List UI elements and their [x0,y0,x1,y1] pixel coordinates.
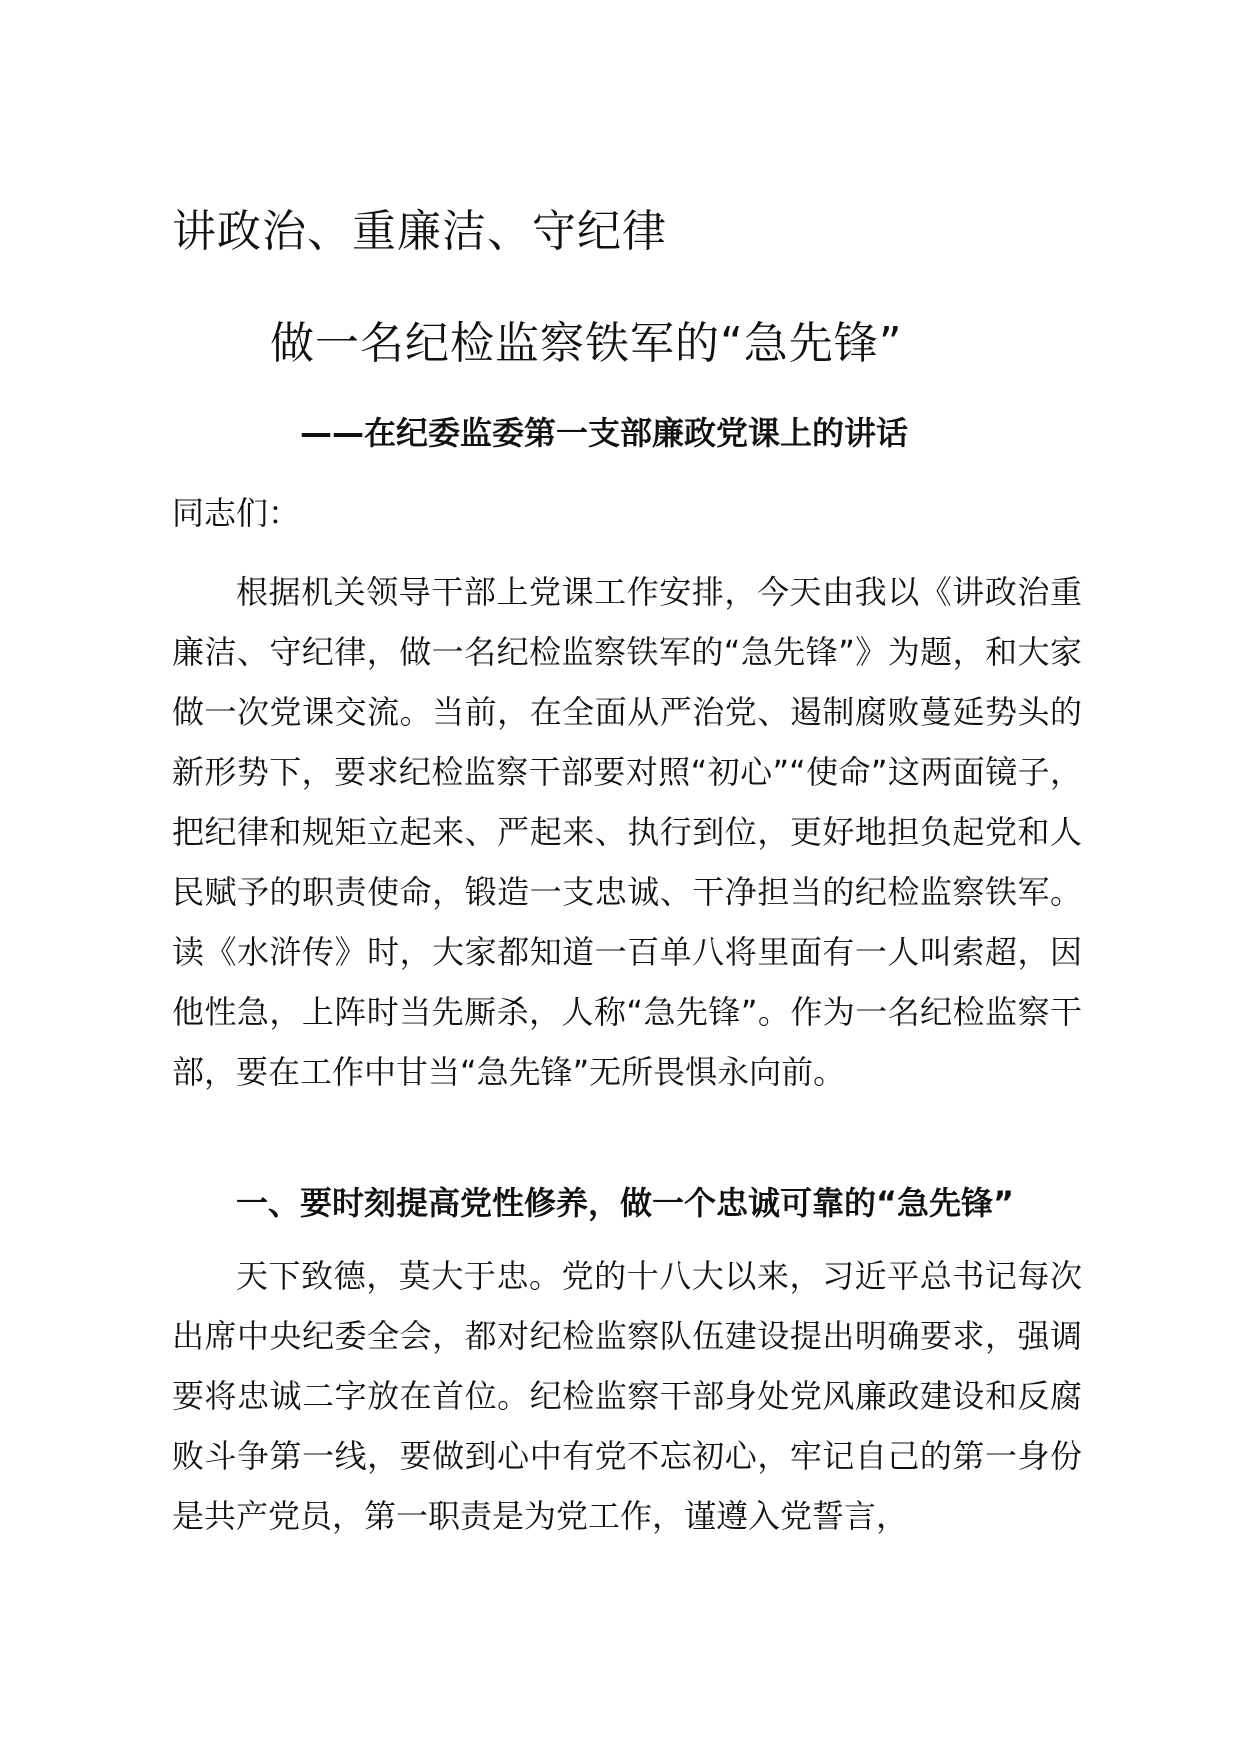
greeting: 同志们： [172,494,301,532]
paragraph-intro: 根据机关领导干部上党课工作安排，今天由我以《讲政治重廉洁、守纪律，做一名纪检监察铁军的“急先锋”》为题，和大家做一次党课交流。当前，在全面从严治党、遏制腐败蔓延势头的新形势下，要求纪检监察干部要对照“初心”“使命”这两面镜子，把纪律和规矩立起来、严起来、执行到位，更好地担负起党和人民赋予的职责使命，锻造一支忠诚、干净担当的纪检监察铁军。读《水浒传》时，大家都知道一百单八将里面有一人叫索超，因他性急，上阵时当先厮杀，人称“急先锋”。作为一名纪检监察干部，要在工作中甘当“急先锋”无所畏惧永向前。 [172,573,1082,1091]
title-line-1: 讲政治、重廉洁、守纪律 [172,206,667,257]
paragraph-section-1: 天下致德，莫大于忠。党的十八大以来，习近平总书记每次出席中央纪委全会，都对纪检监察队伍建设提出明确要求，强调要将忠诚二字放在首位。纪检监察干部身处党风廉政建设和反腐败斗争第一线，要做到心中有党不忘初心，牢记自己的第一身份是共产党员，第一职责是为党工作，谨遵入党誓言， [172,1257,1082,1535]
section-heading-1: 一、要时刻提高党性修养，做一个忠诚可靠的“急先锋” [236,1184,1015,1222]
subtitle: ——在纪委监委第一支部廉政党课上的讲话 [300,414,909,452]
title-line-2: 做一名纪检监察铁军的“急先锋” [270,318,903,369]
